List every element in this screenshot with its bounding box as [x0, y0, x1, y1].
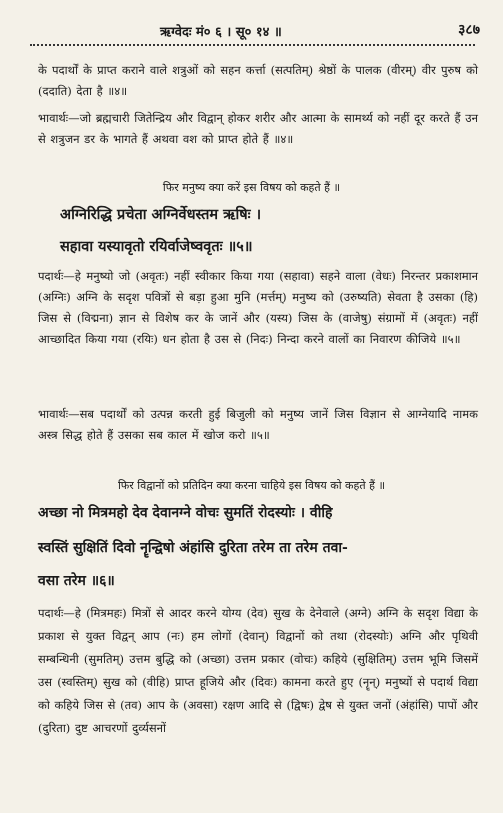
intro-6: फिर विद्वानों को प्रतिदिन क्या करना चाहिये इस विषय को कहते हैं ॥ [117, 479, 386, 492]
mantra-6-line-1: अच्छा नो मित्रमहो देव देवानग्ने वोचः सुमतिं रोदस्योः । वीहि [38, 505, 333, 521]
mantra-6-line-3: वसा तरेम ॥६॥ [38, 573, 115, 589]
intro-5: फिर मनुष्य क्या करें इस विषय को कहते हैं ॥ [162, 181, 341, 194]
paragraph-continuation: के पदार्थों के प्राप्त कराने वाले शत्रुओं को सहन कर्त्ता (सत्पतिम्) श्रेष्ठों के पालक (वीरम्) वीर पुरुष को (ददाति) देता है ॥४॥ [38, 63, 478, 98]
padarth-5: पदार्थः—हे मनुष्यो जो (अवृतः) नहीं स्वीकार किया गया (सहावा) सहने वाला (वेधः) निरन्तर प्रकाशमान (अग्निः) अग्नि के सदृश पवित्रों से बड़ा हुआ मुनि (मर्त्तम्) मनुष्य को (उरुष्यति) सेवता है उसका (हि) जिस से (विद्मना) ज्ञान से विशेष कर के जानें और (यस्य) जिस के (वाजेषु) संग्रामों में (अवृतः) नहीं आच्छादित किया गया (रयिः) धन होता है उस से (निदः) निन्दा करने वालों का निवारण कीजिये ॥५॥ [38, 269, 478, 346]
running-title: ऋग्वेदः मं० ६ । सू० १४ ॥ [160, 25, 282, 40]
mantra-5-line-2: सहावा यस्यावृतो रयिर्वाजेष्ववृतः ॥५॥ [60, 238, 253, 255]
bhavarth-5: भावार्थः—सब पदार्थों को उत्पन्न करती हुई बिजुली को मनुष्य जानें जिस विज्ञान से आग्नेयादि नामक अस्त्र सिद्ध होते हैं उसका सब काल में खोज करो ॥५॥ [38, 407, 478, 442]
page-number: ३८७ [458, 22, 480, 38]
padarth-6: पदार्थः—हे (मित्रमहः) मित्रों से आदर करने योग्य (देव) सुख के देनेवाले (अग्ने) अग्नि के सदृश विद्या के प्रकाश से युक्त विद्वन् आप (नः) हम लोगों (देवान्) विद्वानों को तथा (रोदस्योः) अग्नि और पृथिवी सम्बन्धिनी (सुमतिम्) उत्तम बुद्धि को (अच्छा) उत्तम प्रकार (वोचः) कहिये (सुक्षितिम्) उत्तम भूमि जिसमें उस (स्वस्तिम्) सुख को (वीहि) प्राप्त हूजिये और (दिवः) कामना करते हुए (नॄन्) मनुष्यों से पदार्थ विद्या को कहिये जिस से (तव) आप के (अवसा) रक्षण आदि से (द्विषः) द्वेष से युक्त जनों (अंहांसि) पापों और (दुरिता) दुष्ट आचरणों दुर्व्यसनों [38, 606, 479, 735]
mantra-5-line-1: अग्निरिद्धि प्रचेता अग्निर्वेधस्तम ऋषिः । [60, 206, 262, 223]
bhavarth-4: भावार्थः—जो ब्रह्मचारी जितेन्द्रिय और विद्वान् होकर शरीर और आत्मा के सामर्थ्य को नहीं दूर करते हैं उन से शत्रुजन डर के भागते हैं अथवा वश को प्राप्त होते हैं ॥४॥ [38, 111, 478, 146]
page-header [40, 18, 480, 44]
mantra-6-line-2: स्वस्तिं सुक्षितिं दिवो नॄन्द्विषो अंहांसि दुरिता तरेम ता तरेम तवा- [38, 540, 348, 556]
header-divider [30, 44, 475, 46]
